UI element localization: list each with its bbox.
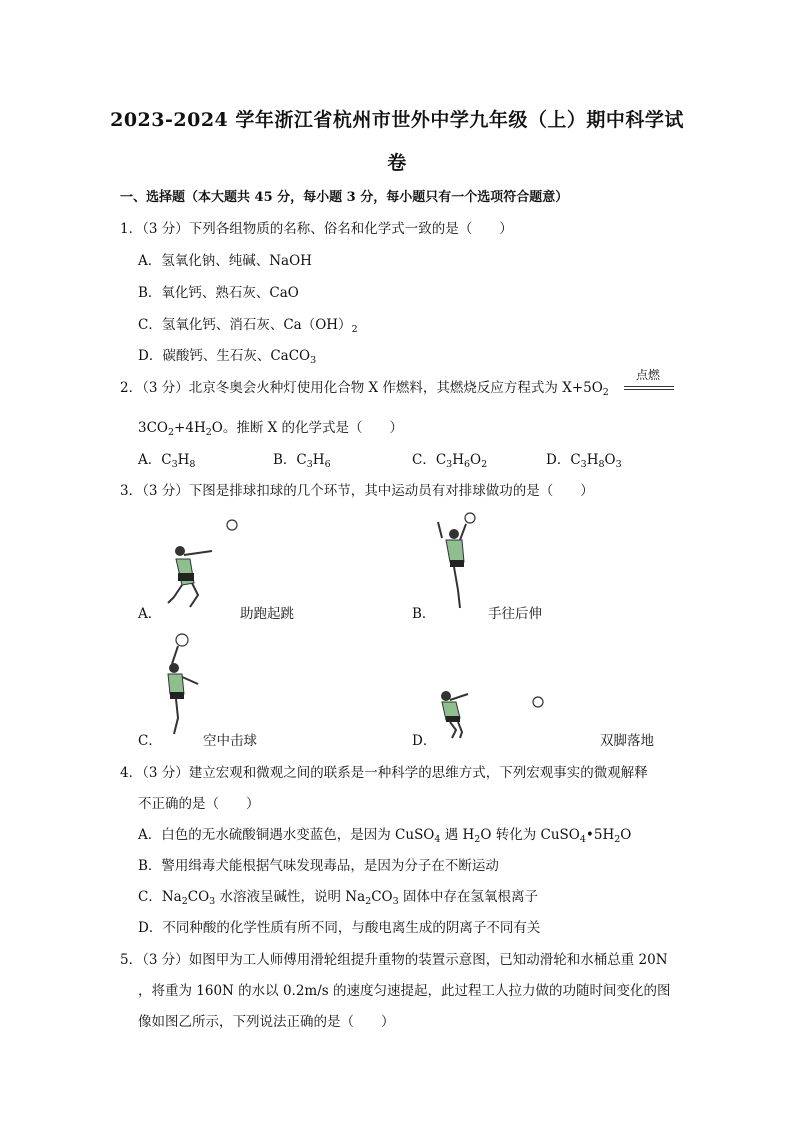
figure-d-label: D． — [412, 733, 437, 749]
question-2-option-b: B．$C_3H_6$ — [273, 452, 331, 470]
question-1-option-b: B．氧化钙、熟石灰、CaO — [138, 285, 299, 301]
question-4-option-a: A．白色的无水硫酸铜遇水变蓝色，是因为 CuSO$_4$ 遇 $H_2O$ 转化为 $CuSO_4•5H_2O$ — [138, 827, 632, 845]
question-5-stem-line1: 5．（3 分）如图甲为工人师傅用滑轮组提升重物的装置示意图，已知动滑轮和水桶总重 20N — [120, 952, 668, 968]
question-3-stem: 3．（3 分）下图是排球扣球的几个环节，其中运动员有对排球做功的是（ ） — [120, 483, 594, 499]
figure-a-label: A． — [138, 606, 162, 622]
question-5-stem-line2: ，将重为 160N 的水以 0.2m/s 的速度匀速提起，此过程工人拉力做的功随时间变化的图 — [138, 983, 671, 999]
question-2-stem: 2．（3 分）北京冬奥会火种灯使用化合物 X 作燃料，其燃烧反应方程式为 $X+5O_2$ — [120, 380, 609, 398]
question-4-option-b: B．警用缉毒犬能根据气味发现毒品，是因为分子在不断运动 — [138, 858, 499, 874]
figure-c-label: C． — [138, 733, 162, 749]
question-2-option-c: C．$C_3H_6O_2$ — [412, 452, 488, 470]
question-4-option-c: C．$Na_2CO_3$ 水溶液呈碱性，说明 $Na_2CO_3$ 固体中存在氢氧根离子 — [138, 889, 538, 907]
question-4-stem: 4．（3 分）建立宏观和微观之间的联系是一种科学的思维方式，下列宏观事实的微观解释 — [120, 765, 648, 781]
figure-b-player-arm-back — [430, 510, 490, 615]
question-4-stem-cont: 不正确的是（ ） — [138, 796, 260, 812]
page-title: 2023-2024 学年浙江省杭州市世外中学九年级（上）期中科学试 — [110, 109, 684, 131]
figure-a-player-jumping — [160, 515, 250, 615]
figure-d-caption: 双脚落地 — [600, 733, 654, 749]
figure-d-player-landing — [432, 690, 552, 742]
question-1-option-a: A．氢氧化钠、纯碱、NaOH — [138, 253, 312, 269]
question-1-stem: 1．（3 分）下列各组物质的名称、俗名和化学式一致的是（ ） — [120, 221, 513, 237]
question-1-option-c: C．氢氧化钙、消石灰、$Ca(OH)_2$ — [138, 317, 358, 335]
question-2-option-a: A．$C_3H_8$ — [138, 452, 196, 470]
page-title-cont: 卷 — [387, 152, 407, 174]
equation-sign-bottom — [624, 389, 674, 390]
question-2-equation-products: $3CO_2+4H_2O$。推断 X 的化学式是（ ） — [138, 420, 404, 438]
figure-c-player-hitting — [158, 632, 213, 742]
question-2-option-d: D．$C_3H_8O_3$ — [546, 452, 622, 470]
figure-c-caption: 空中击球 — [203, 733, 257, 749]
equation-sign-top — [624, 386, 674, 387]
figure-b-caption: 手往后伸 — [488, 606, 542, 622]
question-5-stem-line3: 像如图乙所示，下列说法正确的是（ ） — [138, 1014, 395, 1030]
reaction-condition: 点燃 — [635, 368, 660, 382]
section-heading: 一、选择题（本大题共 45 分，每小题 3 分，每小题只有一个选项符合题意） — [120, 190, 569, 205]
figure-b-label: B． — [412, 606, 436, 622]
question-4-option-d: D．不同种酸的化学性质有所不同，与酸电离生成的阴离子不同有关 — [138, 920, 541, 936]
figure-a-caption: 助跑起跳 — [240, 606, 294, 622]
question-1-option-d: D．碳酸钙、生石灰、CaCO$_3$ — [138, 348, 317, 366]
